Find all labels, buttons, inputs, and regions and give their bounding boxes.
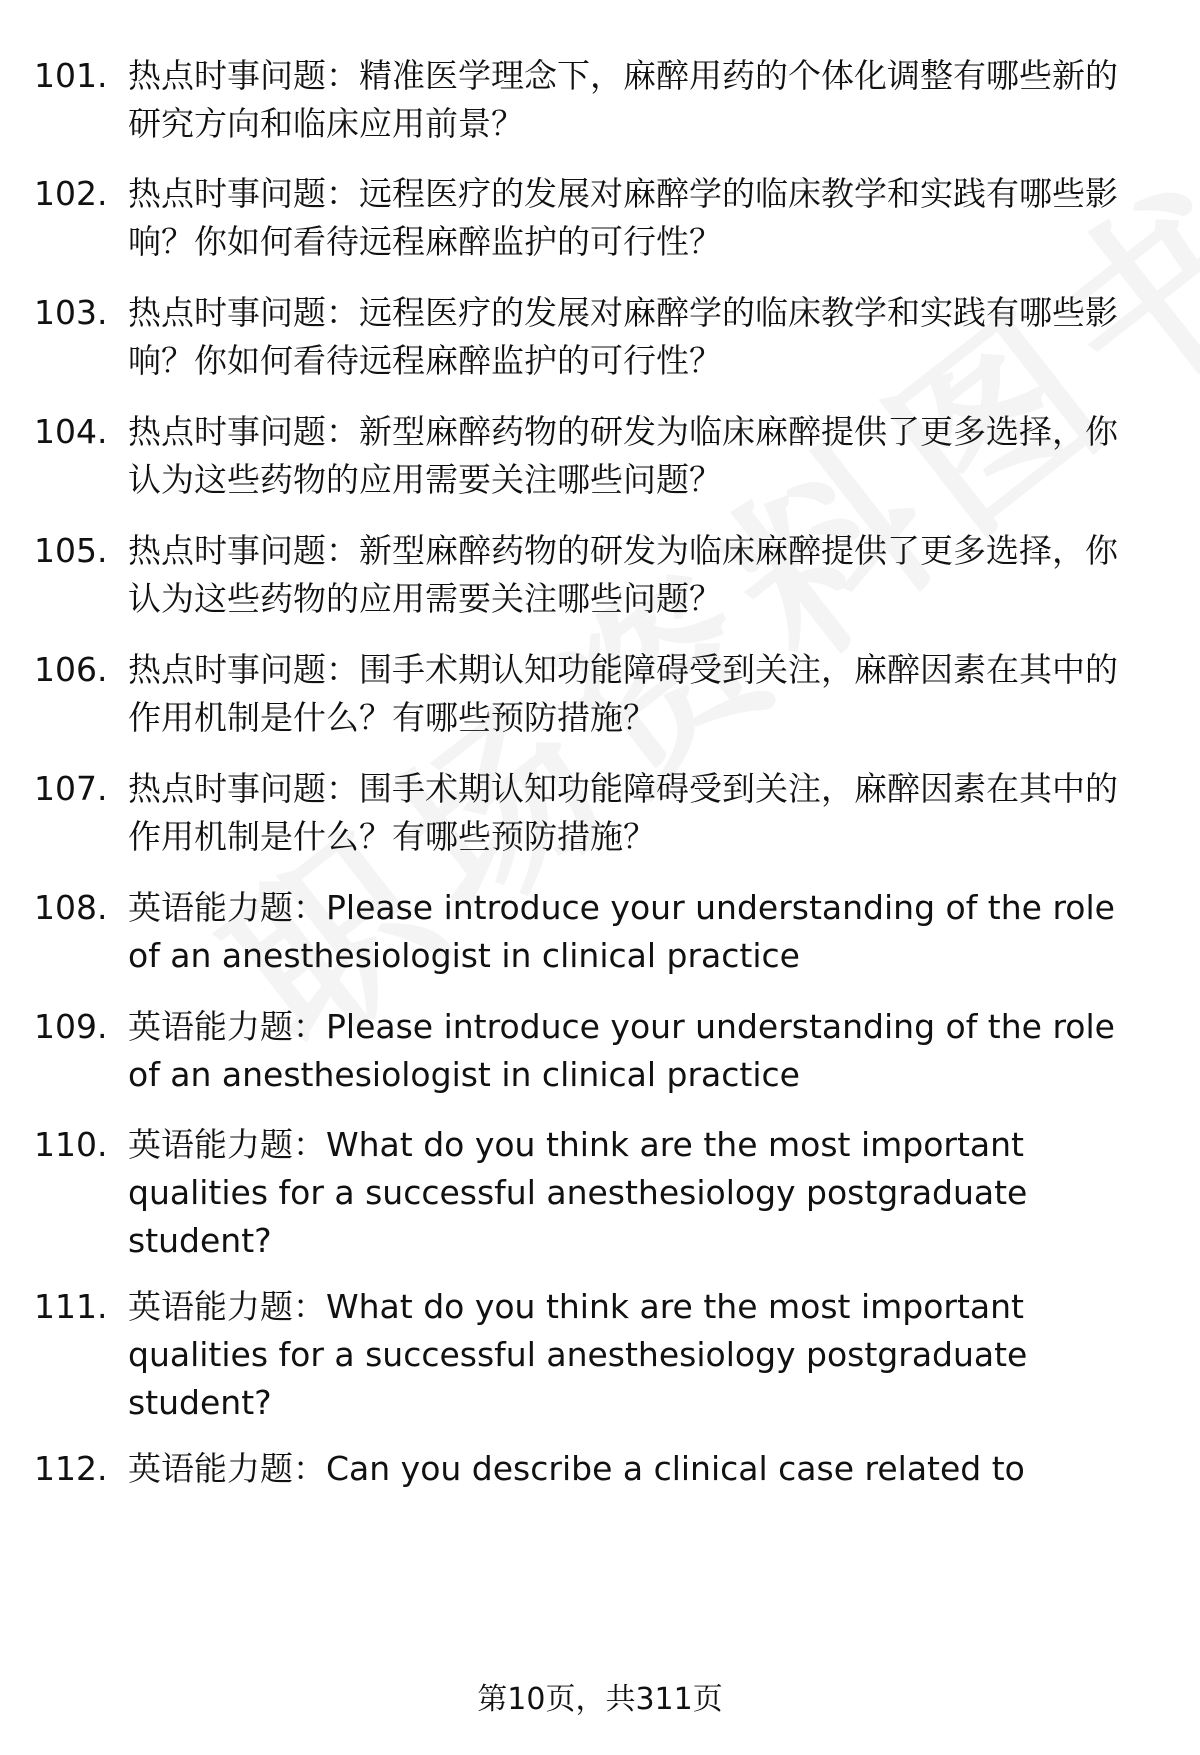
question-number: 103.	[34, 293, 108, 332]
question-text: 热点时事问题：新型麻醉药物的研发为临床麻醉提供了更多选择，你认为这些药物的应用需要关注哪些问题？	[128, 412, 1118, 499]
question-number: 102.	[34, 174, 108, 213]
question-text: 热点时事问题：围手术期认知功能障碍受到关注，麻醉因素在其中的作用机制是什么？有哪些预防措施？	[128, 769, 1118, 856]
question-number: 111.	[34, 1287, 108, 1326]
question-number: 108.	[34, 888, 108, 927]
question-number: 109.	[34, 1007, 108, 1046]
question-number: 104.	[34, 412, 108, 451]
question-text: 英语能力题：Please introduce your understanding of the role of an anesthesiologist in clinical practice	[128, 888, 1115, 975]
question-text: 热点时事问题：新型麻醉药物的研发为临床麻醉提供了更多选择，你认为这些药物的应用需要关注哪些问题？	[128, 531, 1118, 618]
question-text: 热点时事问题：精准医学理念下，麻醉用药的个体化调整有哪些新的研究方向和临床应用前景？	[128, 56, 1118, 143]
question-text: 热点时事问题：远程医疗的发展对麻醉学的临床教学和实践有哪些影响？你如何看待远程麻醉监护的可行性？	[128, 174, 1118, 261]
question-text: 英语能力题：Please introduce your understanding of the role of an anesthesiologist in clinical practice	[128, 1007, 1115, 1094]
question-number: 105.	[34, 531, 108, 570]
question-text: 热点时事问题：远程医疗的发展对麻醉学的临床教学和实践有哪些影响？你如何看待远程麻醉监护的可行性？	[128, 293, 1118, 380]
question-text: 英语能力题：What do you think are the most important qualities for a successful anesthesiology postgraduate student?	[128, 1287, 1028, 1422]
question-number: 106.	[34, 650, 108, 689]
question-number: 107.	[34, 769, 108, 808]
question-text: 英语能力题：Can you describe a clinical case related to	[128, 1449, 1025, 1488]
question-number: 101.	[34, 56, 108, 95]
page-footer: 第10页，共311页	[477, 1682, 723, 1717]
question-text: 热点时事问题：围手术期认知功能障碍受到关注，麻醉因素在其中的作用机制是什么？有哪些预防措施？	[128, 650, 1118, 737]
question-text: 英语能力题：What do you think are the most important qualities for a successful anesthesiology postgraduate student?	[128, 1125, 1028, 1260]
question-number: 112.	[34, 1449, 108, 1488]
question-number: 110.	[34, 1125, 108, 1164]
